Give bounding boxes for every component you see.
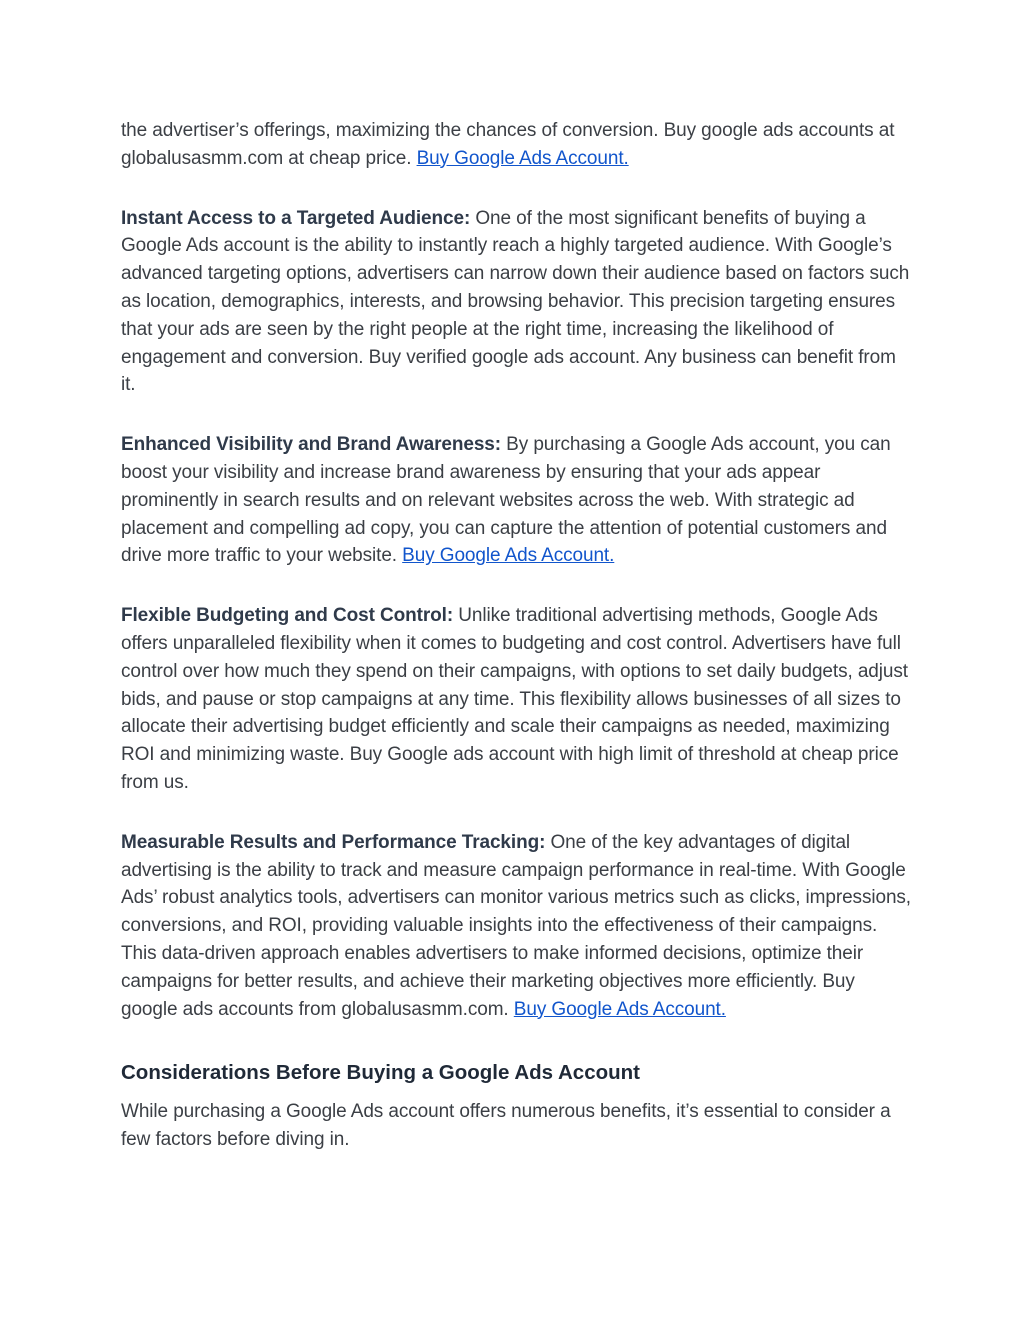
buy-google-ads-link[interactable]: Buy Google Ads Account.: [416, 147, 629, 169]
paragraph-targeted-audience: [121, 205, 911, 400]
buy-google-ads-link[interactable]: Buy Google Ads Account.: [513, 998, 726, 1020]
paragraph-budgeting: [121, 602, 911, 797]
paragraph-text: By purchasing a Google Ads account, you can boost your visibility and increase brand awareness by ensuring that your ads appear prominently in search results and on relevant websites across the web. With strategic ad placement and compelling ad copy, you can capture the attention of potential customers and drive more traffic to your website.: [121, 434, 891, 567]
paragraph-text: Unlike traditional advertising methods, Google Ads offers unparalleled flexibility when it comes to budgeting and cost control. Advertisers have full control over how much they spend on their campaigns, with options to set daily budgets, adjust bids, and pause or stop campaigns at any time. This flexibility allows businesses of all sizes to allocate their advertising budget efficiently and scale their campaigns as needed, maximizing ROI and minimizing waste. Buy Google ads account with high limit of threshold at cheap price from us.: [121, 605, 908, 793]
paragraph-measurable-results: [121, 829, 911, 1024]
section-heading: Considerations Before Buying a Google Ads Account: [121, 1061, 641, 1085]
paragraph-text: the advertiser’s offerings, maximizing the chances of conversion. Buy google ads accounts at globalusasmm.com at cheap price.: [121, 120, 895, 169]
paragraph-text: One of the most significant benefits of buying a Google Ads account is the ability to instantly reach a highly targeted audience. With Google’s advanced targeting options, advertisers can narrow down their audience based on factors such as location, demographics, interests, and browsing behavior. This precision targeting ensures that your ads are seen by the right people at the right time, increasing the likelihood of engagement and conversion. Buy verified google ads account. Any business can benefit from it.: [121, 207, 910, 396]
section-intro: While purchasing a Google Ads account offers numerous benefits, it’s essential to consider a few factors before diving in.: [121, 1101, 891, 1151]
document-page: [121, 117, 911, 1154]
paragraph-text: One of the key advantages of digital advertising is the ability to track and measure campaign performance in real-time. With Google Ads’ robust analytics tools, advertisers can monitor various metrics such as clicks, impressions, conversions, and ROI, providing valuable insights into the effectiveness of their campaigns. This data-driven approach enables advertisers to make informed decisions, optimize their campaigns for better results, and achieve their marketing objectives more efficiently. Buy google ads accounts from globalusasmm.com.: [121, 831, 911, 1020]
paragraph-conversion: [121, 117, 911, 173]
paragraph-lead-bold: Measurable Results and Performance Tracking:: [121, 831, 546, 853]
paragraph-visibility: [121, 431, 911, 570]
paragraph-lead-bold: Flexible Budgeting and Cost Control:: [121, 605, 454, 627]
paragraph-lead-bold: Enhanced Visibility and Brand Awareness:: [121, 434, 501, 456]
paragraph-lead-bold: Instant Access to a Targeted Audience:: [121, 207, 471, 229]
buy-google-ads-link[interactable]: Buy Google Ads Account.: [402, 545, 615, 567]
